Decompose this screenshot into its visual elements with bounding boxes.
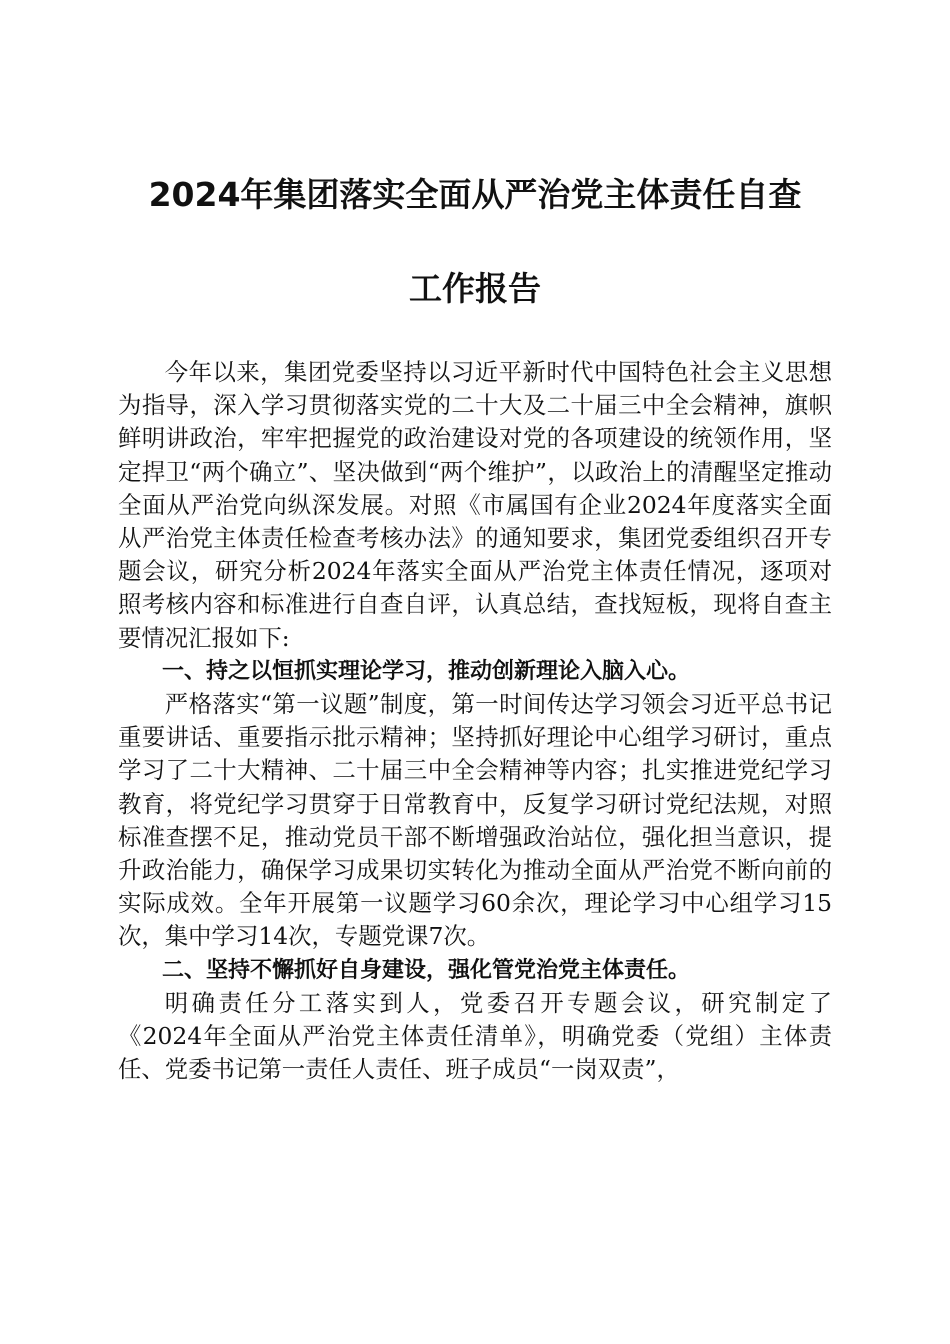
document-title-line-1: 2024年集团落实全面从严治党主体责任自查: [148, 175, 802, 214]
section-1-paragraph: 严格落实“第一议题”制度，第一时间传达学习领会习近平总书记重要讲话、重要指示批示精神；坚持抓好理论中心组学习研讨，重点学习了二十大精神、二十届三中全会精神等内容；扎实推进党纪学习教育，将党纪学习贯穿于日常教育中，反复学习研讨党纪法规，对照标准查摆不足，推动党员干部不断增强政治站位，强化担当意识，提升政治能力，确保学习成果切实转化为推动全面从严治党不断向前的实际成效。全年开展第一议题学习60余次，理论学习中心组学习15次，集中学习14次，专题党课7次。: [118, 690, 832, 951]
section-heading-2: 二、坚持不懈抓好自身建设，强化管党治党主体责任。: [162, 957, 691, 983]
document-title-line-2: 工作报告: [409, 269, 541, 308]
section-2-paragraph: 明确责任分工落实到人，党委召开专题会议，研究制定了《2024年全面从严治党主体责任清单》，明确党委（党组）主体责任、党委书记第一责任人责任、班子成员“一岗双责”，: [118, 988, 832, 1084]
section-heading-1: 一、持之以恒抓实理论学习，推动创新理论入脑入心。: [162, 658, 691, 684]
intro-paragraph: 今年以来，集团党委坚持以习近平新时代中国特色社会主义思想为指导，深入学习贯彻落实党的二十大及二十届三中全会精神，旗帜鲜明讲政治，牢牢把握党的政治建设对党的各项建设的统领作用，坚定捍卫“两个确立”、坚决做到“两个维护”，以政治上的清醒坚定推动全面从严治党向纵深发展。对照《市属国有企业2024年度落实全面从严治党主体责任检查考核办法》的通知要求，集团党委组织召开专题会议，研究分析2024年落实全面从严治党主体责任情况，逐项对照考核内容和标准进行自查自评，认真总结，查找短板，现将自查主要情况汇报如下:: [118, 358, 832, 652]
document-body: [118, 356, 832, 1086]
